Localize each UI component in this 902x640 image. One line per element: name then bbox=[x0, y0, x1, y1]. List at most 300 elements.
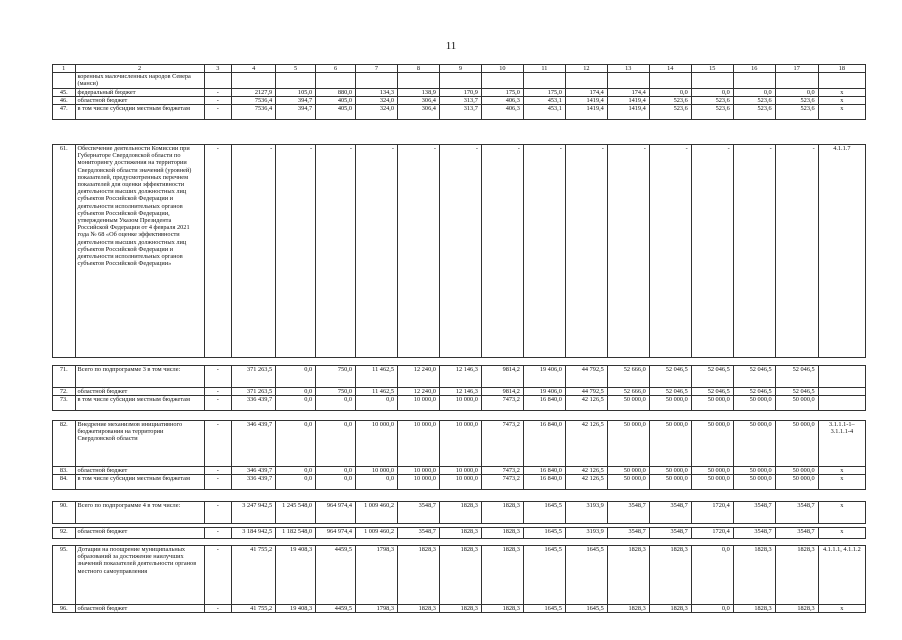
row-label-cell: областной бюджет bbox=[75, 467, 204, 475]
value-cell: - bbox=[523, 145, 565, 358]
value-cell: 0,0 bbox=[691, 546, 733, 605]
value-cell: - bbox=[204, 421, 232, 467]
value-cell: 406,3 bbox=[481, 96, 523, 104]
value-cell: 1828,3 bbox=[607, 546, 649, 605]
value-cell: 324,0 bbox=[356, 96, 398, 104]
value-cell: 1828,3 bbox=[439, 605, 481, 613]
value-cell: 1828,3 bbox=[649, 605, 691, 613]
value-cell: 1798,3 bbox=[356, 605, 398, 613]
value-cell: 50 000,0 bbox=[733, 421, 775, 467]
value-cell bbox=[649, 73, 691, 88]
value-cell: 44 792,5 bbox=[565, 388, 607, 396]
value-cell: 346 439,7 bbox=[232, 467, 276, 475]
row-label-cell: Всего по подпрограмме 4 в том числе: bbox=[75, 502, 204, 524]
value-cell: 3548,7 bbox=[607, 502, 649, 524]
value-cell: 1 009 460,2 bbox=[356, 502, 398, 524]
value-cell: 10 000,0 bbox=[439, 396, 481, 411]
value-cell: 11 462,5 bbox=[356, 388, 398, 396]
value-cell: 750,0 bbox=[316, 388, 356, 396]
value-cell: - bbox=[204, 96, 232, 104]
target-ref-cell bbox=[818, 396, 865, 411]
value-cell: 7473,2 bbox=[481, 475, 523, 490]
value-cell: 1419,4 bbox=[565, 96, 607, 104]
value-cell: 42 126,5 bbox=[565, 421, 607, 467]
value-cell: 7473,2 bbox=[481, 467, 523, 475]
value-cell: 523,6 bbox=[649, 96, 691, 104]
row-label-cell: областной бюджет bbox=[75, 388, 204, 396]
value-cell: 44 792,5 bbox=[565, 366, 607, 388]
column-number-cell: 16 bbox=[733, 65, 775, 73]
value-cell: 50 000,0 bbox=[691, 396, 733, 411]
value-cell: 3193,9 bbox=[565, 528, 607, 539]
value-cell: 50 000,0 bbox=[691, 467, 733, 475]
value-cell: 52 666,0 bbox=[607, 388, 649, 396]
value-cell: 41 755,2 bbox=[232, 605, 276, 613]
value-cell bbox=[607, 73, 649, 88]
value-cell: 405,0 bbox=[316, 105, 356, 120]
value-cell: 3548,7 bbox=[649, 502, 691, 524]
value-cell: 1645,5 bbox=[565, 605, 607, 613]
value-cell: - bbox=[204, 467, 232, 475]
value-cell: 1720,4 bbox=[691, 502, 733, 524]
column-number-cell: 17 bbox=[775, 65, 818, 73]
value-cell: 523,6 bbox=[649, 105, 691, 120]
value-cell: 50 000,0 bbox=[607, 421, 649, 467]
value-cell: 50 000,0 bbox=[649, 467, 691, 475]
value-cell: 16 840,0 bbox=[523, 421, 565, 467]
row-number-cell bbox=[53, 73, 76, 88]
target-ref-cell: 4.1.1.1, 4.1.1.2 bbox=[818, 546, 865, 605]
row-number-cell: 82. bbox=[53, 421, 76, 467]
value-cell: 1828,3 bbox=[481, 605, 523, 613]
value-cell: 1828,3 bbox=[397, 546, 439, 605]
value-cell: 52 046,5 bbox=[691, 388, 733, 396]
value-cell: 42 126,5 bbox=[565, 475, 607, 490]
value-cell: 346 439,7 bbox=[232, 421, 276, 467]
value-cell: 0,0 bbox=[316, 467, 356, 475]
value-cell: 336 439,7 bbox=[232, 396, 276, 411]
value-cell: 19 406,0 bbox=[523, 388, 565, 396]
table-row bbox=[53, 421, 866, 467]
value-cell: 3548,7 bbox=[775, 528, 818, 539]
table-row bbox=[53, 546, 866, 605]
page-number: 11 bbox=[445, 40, 457, 52]
row-label-cell: областной бюджет bbox=[75, 96, 204, 104]
value-cell: 313,7 bbox=[439, 105, 481, 120]
row-number-cell: 46. bbox=[53, 96, 76, 104]
value-cell bbox=[356, 73, 398, 88]
target-ref-cell: x bbox=[818, 475, 865, 490]
value-cell: - bbox=[775, 145, 818, 358]
column-number-cell: 14 bbox=[649, 65, 691, 73]
value-cell: 336 439,7 bbox=[232, 475, 276, 490]
target-ref-cell: x bbox=[818, 96, 865, 104]
target-ref-cell: x bbox=[818, 528, 865, 539]
value-cell: 1419,4 bbox=[565, 105, 607, 120]
row-label-cell: Внедрение механизмов инициативного бюджетирования на территории Свердловской области bbox=[75, 421, 204, 467]
value-cell: 0,0 bbox=[316, 475, 356, 490]
value-cell bbox=[397, 73, 439, 88]
column-number-cell: 3 bbox=[204, 65, 232, 73]
table-row bbox=[53, 605, 866, 613]
value-cell: 0,0 bbox=[276, 366, 316, 388]
value-cell: 1828,3 bbox=[733, 546, 775, 605]
value-cell: 50 000,0 bbox=[649, 396, 691, 411]
value-cell: 10 000,0 bbox=[397, 475, 439, 490]
value-cell: 3548,7 bbox=[397, 528, 439, 539]
target-ref-cell: 3.1.1.1-1– 3.1.1.1-4 bbox=[818, 421, 865, 467]
value-cell: - bbox=[204, 105, 232, 120]
table-row bbox=[53, 396, 866, 411]
value-cell: 170,9 bbox=[439, 88, 481, 96]
row-number-cell: 61. bbox=[53, 145, 76, 358]
value-cell: 12 146,3 bbox=[439, 366, 481, 388]
value-cell: 4459,5 bbox=[316, 546, 356, 605]
column-number-cell: 8 bbox=[397, 65, 439, 73]
table-row bbox=[53, 73, 866, 88]
value-cell: - bbox=[204, 605, 232, 613]
value-cell: 1828,3 bbox=[439, 502, 481, 524]
row-number-cell: 47. bbox=[53, 105, 76, 120]
value-cell: 134,3 bbox=[356, 88, 398, 96]
value-cell: 50 000,0 bbox=[649, 421, 691, 467]
value-cell: 523,6 bbox=[691, 96, 733, 104]
value-cell: 7536,4 bbox=[232, 105, 276, 120]
row-label-cell: в том числе субсидии местным бюджетам bbox=[75, 396, 204, 411]
value-cell: 306,4 bbox=[397, 96, 439, 104]
column-number-cell: 11 bbox=[523, 65, 565, 73]
table-row bbox=[53, 475, 866, 490]
value-cell: 174,4 bbox=[607, 88, 649, 96]
value-cell: 16 840,0 bbox=[523, 475, 565, 490]
table-row bbox=[53, 467, 866, 475]
value-cell: 1645,5 bbox=[565, 546, 607, 605]
column-number-cell: 1 bbox=[53, 65, 76, 73]
value-cell: 1 009 460,2 bbox=[356, 528, 398, 539]
value-cell: 750,0 bbox=[316, 366, 356, 388]
value-cell: 523,6 bbox=[775, 96, 818, 104]
value-cell: 1828,3 bbox=[439, 528, 481, 539]
value-cell: 7473,2 bbox=[481, 396, 523, 411]
value-cell: 1828,3 bbox=[775, 546, 818, 605]
value-cell: 0,0 bbox=[733, 88, 775, 96]
value-cell: 50 000,0 bbox=[775, 421, 818, 467]
column-number-cell: 6 bbox=[316, 65, 356, 73]
value-cell: - bbox=[204, 546, 232, 605]
table-row bbox=[53, 145, 866, 358]
value-cell: 3193,9 bbox=[565, 502, 607, 524]
value-cell: 405,0 bbox=[316, 96, 356, 104]
value-cell: 174,4 bbox=[565, 88, 607, 96]
value-cell: 0,0 bbox=[276, 388, 316, 396]
value-cell: 0,0 bbox=[316, 396, 356, 411]
value-cell: - bbox=[204, 396, 232, 411]
value-cell: 0,0 bbox=[691, 605, 733, 613]
value-cell: 964 974,4 bbox=[316, 528, 356, 539]
table-block bbox=[52, 501, 866, 524]
value-cell: 964 974,4 bbox=[316, 502, 356, 524]
value-cell: 523,6 bbox=[733, 105, 775, 120]
value-cell: 175,0 bbox=[481, 88, 523, 96]
value-cell: 1828,3 bbox=[481, 546, 523, 605]
value-cell: 371 263,5 bbox=[232, 388, 276, 396]
value-cell: - bbox=[356, 145, 398, 358]
value-cell bbox=[523, 73, 565, 88]
value-cell: 52 046,5 bbox=[691, 366, 733, 388]
row-label-cell: коренных малочисленных народов Севера (манси) bbox=[75, 73, 204, 88]
value-cell: 453,1 bbox=[523, 96, 565, 104]
value-cell: - bbox=[204, 475, 232, 490]
value-cell: 1828,3 bbox=[733, 605, 775, 613]
column-number-cell: 12 bbox=[565, 65, 607, 73]
value-cell: 3548,7 bbox=[733, 528, 775, 539]
target-ref-cell: x bbox=[818, 105, 865, 120]
value-cell: - bbox=[204, 528, 232, 539]
value-cell: 11 462,5 bbox=[356, 366, 398, 388]
value-cell: - bbox=[204, 88, 232, 96]
value-cell: 313,7 bbox=[439, 96, 481, 104]
value-cell: 1798,3 bbox=[356, 546, 398, 605]
row-label-cell: областной бюджет bbox=[75, 528, 204, 539]
value-cell: 4459,5 bbox=[316, 605, 356, 613]
value-cell: - bbox=[204, 366, 232, 388]
value-cell: - bbox=[276, 145, 316, 358]
column-number-cell: 10 bbox=[481, 65, 523, 73]
row-label-cell: областной бюджет bbox=[75, 605, 204, 613]
value-cell: 406,3 bbox=[481, 105, 523, 120]
table-row bbox=[53, 502, 866, 524]
value-cell: 3548,7 bbox=[607, 528, 649, 539]
value-cell: - bbox=[733, 145, 775, 358]
value-cell: 52 666,0 bbox=[607, 366, 649, 388]
value-cell bbox=[316, 73, 356, 88]
value-cell: 50 000,0 bbox=[607, 475, 649, 490]
column-number-cell: 15 bbox=[691, 65, 733, 73]
value-cell: 2127,9 bbox=[232, 88, 276, 96]
row-label-cell: Всего по подпрограмме 3 в том числе: bbox=[75, 366, 204, 388]
value-cell: 1720,4 bbox=[691, 528, 733, 539]
target-ref-cell: 4.1.1.7 bbox=[818, 145, 865, 358]
value-cell bbox=[691, 73, 733, 88]
value-cell: 3548,7 bbox=[775, 502, 818, 524]
value-cell: - bbox=[565, 145, 607, 358]
value-cell: 394,7 bbox=[276, 96, 316, 104]
value-cell: 3548,7 bbox=[733, 502, 775, 524]
value-cell: 9814,2 bbox=[481, 366, 523, 388]
row-number-cell: 95. bbox=[53, 546, 76, 605]
value-cell: - bbox=[397, 145, 439, 358]
value-cell: 16 840,0 bbox=[523, 396, 565, 411]
value-cell: 1828,3 bbox=[481, 528, 523, 539]
value-cell: 105,0 bbox=[276, 88, 316, 96]
row-label-cell: Дотации на поощрение муниципальных образований за достижение наилучших значений показателей деятельности органов местного самоуправления bbox=[75, 546, 204, 605]
value-cell: 12 240,0 bbox=[397, 388, 439, 396]
target-ref-cell: x bbox=[818, 467, 865, 475]
row-number-cell: 90. bbox=[53, 502, 76, 524]
value-cell: 10 000,0 bbox=[397, 396, 439, 411]
table-row bbox=[53, 105, 866, 120]
value-cell: 175,0 bbox=[523, 88, 565, 96]
value-cell: 10 000,0 bbox=[397, 467, 439, 475]
value-cell: 50 000,0 bbox=[733, 396, 775, 411]
value-cell: 1419,4 bbox=[607, 105, 649, 120]
value-cell: 50 000,0 bbox=[733, 467, 775, 475]
value-cell: 1828,3 bbox=[775, 605, 818, 613]
value-cell: - bbox=[649, 145, 691, 358]
row-number-cell: 83. bbox=[53, 467, 76, 475]
value-cell: 371 263,5 bbox=[232, 366, 276, 388]
value-cell bbox=[232, 73, 276, 88]
value-cell: 1828,3 bbox=[397, 605, 439, 613]
value-cell: 880,0 bbox=[316, 88, 356, 96]
value-cell: 12 240,0 bbox=[397, 366, 439, 388]
value-cell: 1645,5 bbox=[523, 605, 565, 613]
value-cell: 10 000,0 bbox=[439, 467, 481, 475]
row-number-cell: 96. bbox=[53, 605, 76, 613]
value-cell: 1828,3 bbox=[607, 605, 649, 613]
value-cell: 7536,4 bbox=[232, 96, 276, 104]
column-number-cell: 9 bbox=[439, 65, 481, 73]
value-cell: 19 406,0 bbox=[523, 366, 565, 388]
value-cell: 1828,3 bbox=[649, 546, 691, 605]
value-cell: 10 000,0 bbox=[439, 421, 481, 467]
value-cell: 52 046,5 bbox=[649, 388, 691, 396]
value-cell: 12 146,3 bbox=[439, 388, 481, 396]
value-cell: 0,0 bbox=[276, 467, 316, 475]
value-cell: 3 184 942,5 bbox=[232, 528, 276, 539]
value-cell bbox=[565, 73, 607, 88]
table-block bbox=[52, 545, 866, 613]
target-ref-cell: x bbox=[818, 502, 865, 524]
table-block bbox=[52, 64, 866, 120]
table-row bbox=[53, 528, 866, 539]
row-number-cell: 73. bbox=[53, 396, 76, 411]
value-cell: 453,1 bbox=[523, 105, 565, 120]
row-number-cell: 92. bbox=[53, 528, 76, 539]
target-ref-cell: x bbox=[818, 605, 865, 613]
value-cell: 1419,4 bbox=[607, 96, 649, 104]
value-cell: - bbox=[316, 145, 356, 358]
value-cell bbox=[204, 73, 232, 88]
value-cell: 7473,2 bbox=[481, 421, 523, 467]
row-label-cell: Обеспечение деятельности Комиссии при Губернаторе Свердловской области по мониторингу достижения на территории Свердловской области значений (уровней) показателей, предусмотренных перечнем показателей для оценки эффективности деятельности высших должностных лиц субъектов Российской Федерации и деятельности исполнительных органов субъектов Российской Федерации, утвержденным Указом Президента Российской Федерации от 4 февраля 2021 года № 68 «Об оценке эффективности деятельности высших должностных лиц субъектов Российской Федерации и деятельности исполнительных органов субъектов Российской Федерации» bbox=[75, 145, 204, 358]
value-cell: 10 000,0 bbox=[356, 467, 398, 475]
value-cell: 1 245 548,0 bbox=[276, 502, 316, 524]
value-cell: 50 000,0 bbox=[775, 467, 818, 475]
value-cell bbox=[276, 73, 316, 88]
table-block bbox=[52, 144, 866, 358]
value-cell: 42 126,5 bbox=[565, 467, 607, 475]
target-ref-cell bbox=[818, 366, 865, 388]
value-cell: 1645,5 bbox=[523, 528, 565, 539]
value-cell: 0,0 bbox=[691, 88, 733, 96]
value-cell: 324,0 bbox=[356, 105, 398, 120]
target-ref-cell bbox=[818, 73, 865, 88]
value-cell: 9814,2 bbox=[481, 388, 523, 396]
value-cell: - bbox=[691, 145, 733, 358]
column-number-cell: 18 bbox=[818, 65, 865, 73]
table-row bbox=[53, 96, 866, 104]
value-cell: 1645,5 bbox=[523, 546, 565, 605]
row-number-cell: 45. bbox=[53, 88, 76, 96]
value-cell: 50 000,0 bbox=[607, 467, 649, 475]
value-cell: 52 046,5 bbox=[733, 388, 775, 396]
value-cell: 19 408,3 bbox=[276, 546, 316, 605]
target-ref-cell: x bbox=[818, 88, 865, 96]
value-cell: 42 126,5 bbox=[565, 396, 607, 411]
value-cell: 0,0 bbox=[276, 396, 316, 411]
value-cell: - bbox=[607, 145, 649, 358]
table-block bbox=[52, 420, 866, 490]
row-label-cell: в том числе субсидии местным бюджетам bbox=[75, 475, 204, 490]
value-cell: 50 000,0 bbox=[733, 475, 775, 490]
table-row bbox=[53, 388, 866, 396]
row-number-cell: 84. bbox=[53, 475, 76, 490]
table-block bbox=[52, 527, 866, 539]
column-number-cell: 13 bbox=[607, 65, 649, 73]
value-cell: 10 000,0 bbox=[439, 475, 481, 490]
target-ref-cell bbox=[818, 388, 865, 396]
value-cell: 50 000,0 bbox=[775, 475, 818, 490]
value-cell: - bbox=[481, 145, 523, 358]
value-cell: 50 000,0 bbox=[691, 475, 733, 490]
value-cell: 50 000,0 bbox=[607, 396, 649, 411]
value-cell: 523,6 bbox=[775, 105, 818, 120]
value-cell: 138,9 bbox=[397, 88, 439, 96]
column-number-row bbox=[53, 65, 866, 73]
value-cell: 0,0 bbox=[775, 88, 818, 96]
value-cell: 3 247 942,5 bbox=[232, 502, 276, 524]
value-cell: 1 182 548,0 bbox=[276, 528, 316, 539]
value-cell: - bbox=[204, 388, 232, 396]
value-cell: 1828,3 bbox=[439, 546, 481, 605]
column-number-cell: 2 bbox=[75, 65, 204, 73]
value-cell: - bbox=[439, 145, 481, 358]
value-cell: 1645,5 bbox=[523, 502, 565, 524]
column-number-cell: 7 bbox=[356, 65, 398, 73]
column-number-cell: 4 bbox=[232, 65, 276, 73]
value-cell: 0,0 bbox=[356, 396, 398, 411]
value-cell: 16 840,0 bbox=[523, 467, 565, 475]
value-cell bbox=[481, 73, 523, 88]
value-cell: 52 046,5 bbox=[649, 366, 691, 388]
table-row bbox=[53, 366, 866, 388]
value-cell: 50 000,0 bbox=[775, 396, 818, 411]
column-number-cell: 5 bbox=[276, 65, 316, 73]
value-cell: 523,6 bbox=[691, 105, 733, 120]
value-cell: 52 046,5 bbox=[775, 366, 818, 388]
row-number-cell: 72. bbox=[53, 388, 76, 396]
value-cell bbox=[439, 73, 481, 88]
value-cell: 3548,7 bbox=[649, 528, 691, 539]
value-cell: 1828,3 bbox=[481, 502, 523, 524]
value-cell bbox=[775, 73, 818, 88]
value-cell: 0,0 bbox=[316, 421, 356, 467]
value-cell: 0,0 bbox=[276, 475, 316, 490]
value-cell: 306,4 bbox=[397, 105, 439, 120]
row-number-cell: 71. bbox=[53, 366, 76, 388]
value-cell: 523,6 bbox=[733, 96, 775, 104]
table-block bbox=[52, 365, 866, 411]
value-cell: 19 408,3 bbox=[276, 605, 316, 613]
value-cell: 41 755,2 bbox=[232, 546, 276, 605]
value-cell: 3548,7 bbox=[397, 502, 439, 524]
value-cell: - bbox=[232, 145, 276, 358]
value-cell: 394,7 bbox=[276, 105, 316, 120]
row-label-cell: федеральный бюджет bbox=[75, 88, 204, 96]
value-cell: - bbox=[204, 502, 232, 524]
table-row bbox=[53, 88, 866, 96]
